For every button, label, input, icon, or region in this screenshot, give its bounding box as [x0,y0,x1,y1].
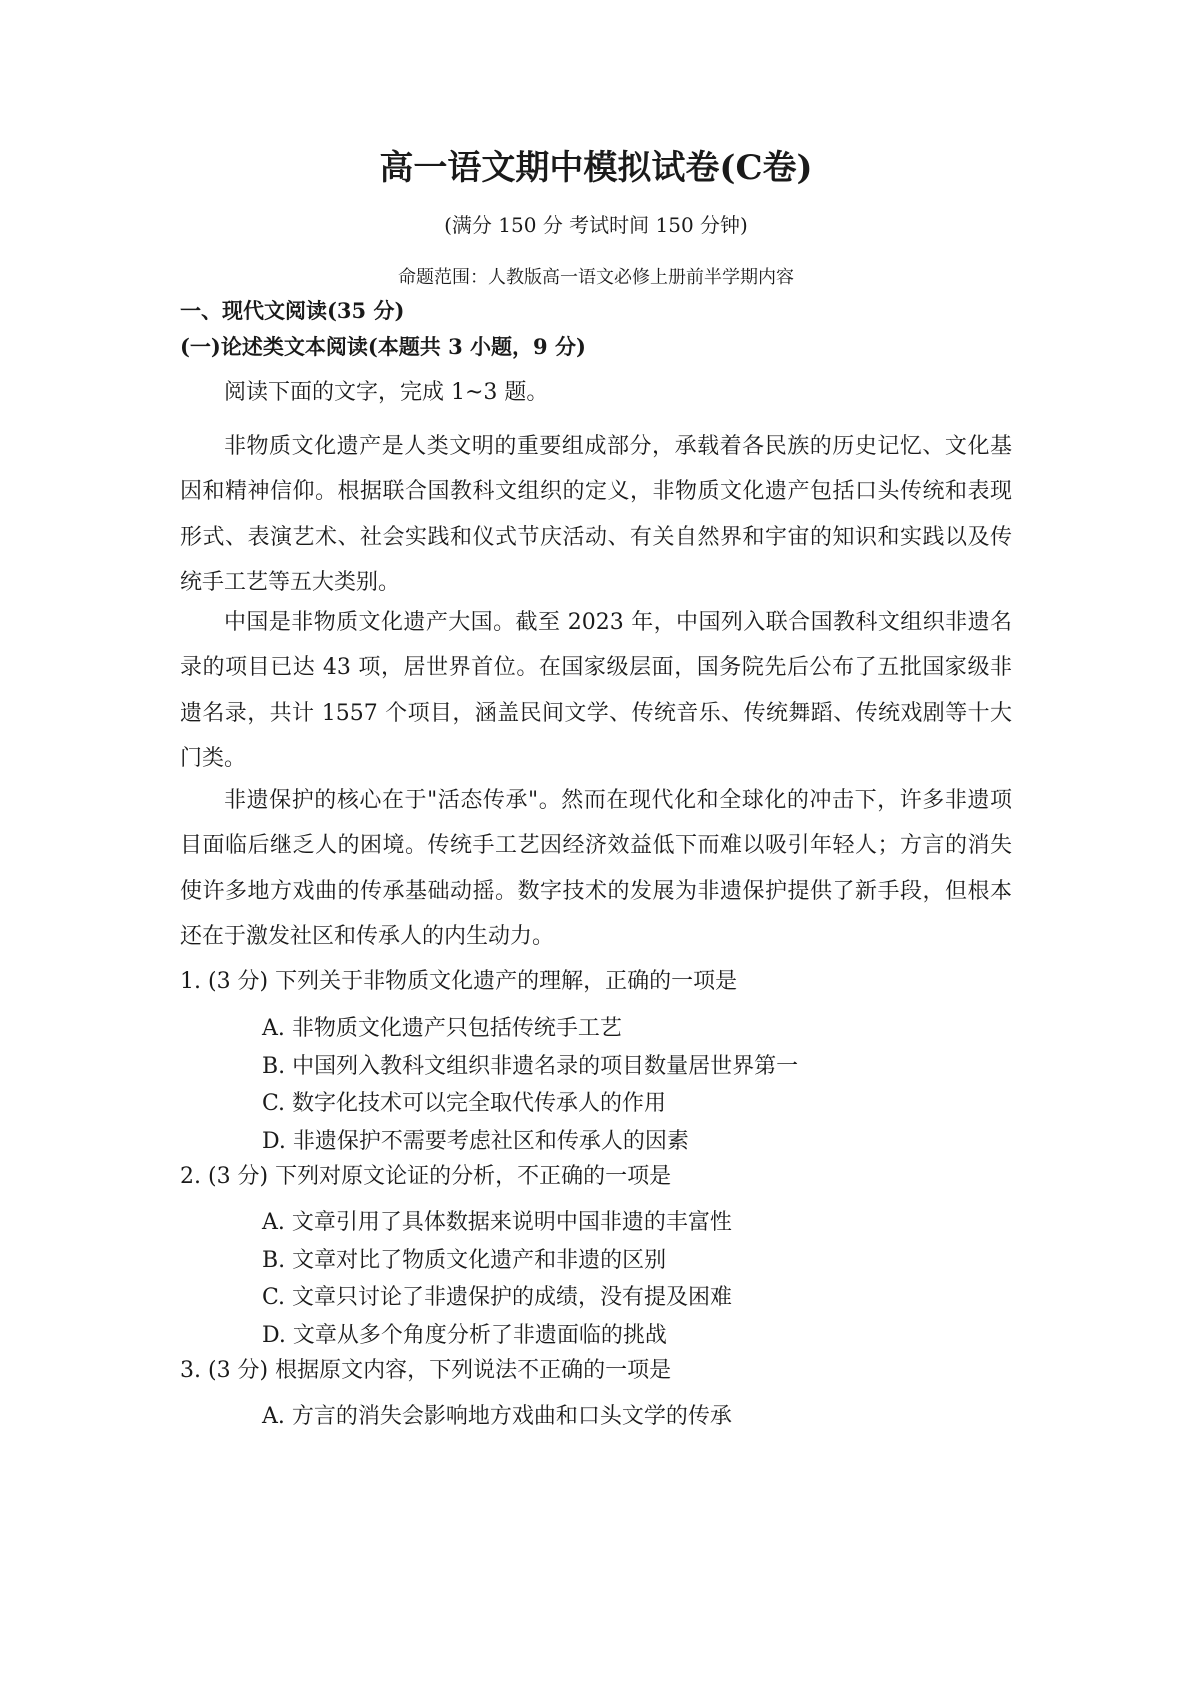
question-1-option-d: D. 非遗保护不需要考虑社区和传承人的因素 [262,1128,689,1154]
question-2-option-a: A. 文章引用了具体数据来说明中国非遗的丰富性 [262,1210,732,1235]
section-heading: 一、现代文阅读(35 分) [180,298,405,323]
question-1-option-c: C. 数字化技术可以完全取代传承人的作用 [262,1091,667,1116]
question-2-stem: 2. (3 分) 下列对原文论证的分析，不正确的一项是 [180,1164,672,1189]
exam-subtitle: (满分 150 分 考试时间 150 分钟) [444,213,748,237]
question-3-options [262,1398,732,1436]
question-2-option-b: B. 文章对比了物质文化遗产和非遗的区别 [262,1247,667,1273]
question-3-option-a: A. 方言的消失会影响地方戏曲和口头文学的传承 [262,1404,732,1429]
question-2-option-c: C. 文章只讨论了非遗保护的成绩，没有提及困难 [262,1285,733,1310]
question-1-options [262,1010,798,1160]
question-3-stem: 3. (3 分) 根据原文内容，下列说法不正确的一项是 [180,1358,672,1383]
question-1-option-a: A. 非物质文化遗产只包括传统手工艺 [262,1016,622,1041]
question-2-options [262,1204,732,1354]
reading-instruction: 阅读下面的文字，完成 1~3 题。 [224,380,549,405]
exam-scope: 命题范围：人教版高一语文必修上册前半学期内容 [398,267,794,288]
exam-title: 高一语文期中模拟试卷(C卷) [379,148,813,188]
question-1-option-b: B. 中国列入教科文组织非遗名录的项目数量居世界第一 [262,1053,799,1079]
exam-page [180,0,1012,1684]
passage-paragraph-2: 中国是非物质文化遗产大国。截至 2023 年，中国列入联合国教科文组织非遗名录的项目已达 43 项，居世界首位。在国家级层面，国务院先后公布了五批国家级非遗名录，共计 1557 个项目，涵盖民间文学、传统音乐、传统舞蹈、传统戏剧等十大门类。 [180,610,1012,771]
passage-paragraph-1: 非物质文化遗产是人类文明的重要组成部分，承载着各民族的历史记忆、文化基因和精神信仰。根据联合国教科文组织的定义，非物质文化遗产包括口头传统和表现形式、表演艺术、社会实践和仪式节庆活动、有关自然界和宇宙的知识和实践以及传统手工艺等五大类别。 [180,434,1012,595]
question-2-option-d: D. 文章从多个角度分析了非遗面临的挑战 [262,1322,667,1348]
section-subheading: (一)论述类文本阅读(本题共 3 小题，9 分) [180,334,586,359]
passage-paragraph-3: 非遗保护的核心在于"活态传承"。然而在现代化和全球化的冲击下，许多非遗项目面临后继乏人的困境。传统手工艺因经济效益低下而难以吸引年轻人；方言的消失使许多地方戏曲的传承基础动摇。数字技术的发展为非遗保护提供了新手段，但根本还在于激发社区和传承人的内生动力。 [180,788,1012,949]
question-1-stem: 1. (3 分) 下列关于非物质文化遗产的理解，正确的一项是 [180,969,738,994]
